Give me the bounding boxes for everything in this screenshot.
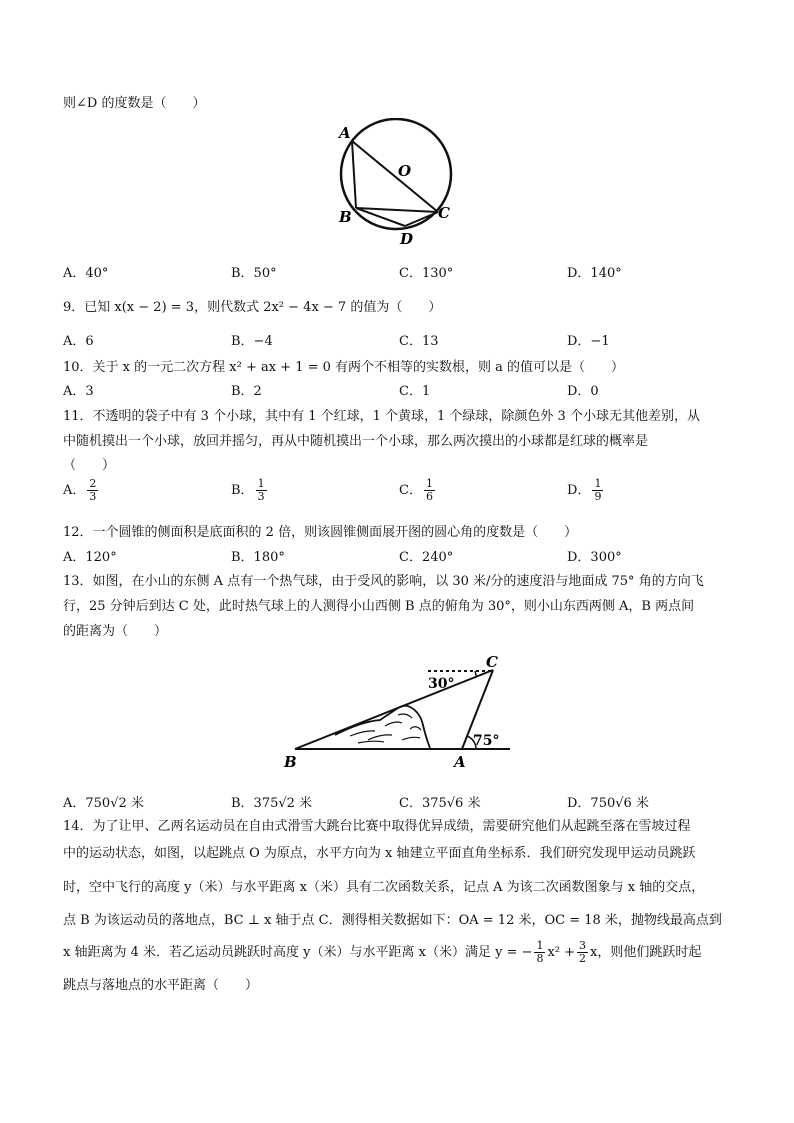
q11-option-c: C． $\frac{1}{6}$ <box>399 477 433 503</box>
q14-line-4: 点 B 为该运动员的落地点，BC ⊥ x 轴于点 C．测得相关数据如下：OA = 12 米，OC = 18 米，抛物线最高点到 <box>63 913 722 928</box>
q13-line-1: 13．如图，在小山的东侧 A 点有一个热气球，由于受风的影响，以 30 米/分的速度沿与地面成 75° 角的方向飞 <box>63 574 704 589</box>
label-d: D <box>400 230 414 248</box>
q13-option-a: A．750√2 米 <box>63 796 144 811</box>
q9-option-d: D．−1 <box>567 334 610 349</box>
q10-option-b: B．2 <box>231 384 262 399</box>
mountain-texture <box>350 714 421 743</box>
q11-line-2: 中随机摸出一个小球，放回并摇匀，再从中随机摸出一个小球，那么两次摸出的小球都是红球的概率是 <box>63 434 649 449</box>
segment-ac <box>352 141 438 212</box>
label-c: C <box>438 204 450 222</box>
q12-option-d: D．300° <box>567 550 622 565</box>
q9-stem: 9．已知 x(x − 2) = 3，则代数式 2x² − 4x − 7 的值为（ ） <box>63 300 442 315</box>
q12-option-a: A．120° <box>63 550 117 565</box>
q14-line-1: 14．为了让甲、乙两名运动员在自由式滑雪大跳台比赛中取得优异成绩，需要研究他们从起跳至落在雪坡过程 <box>63 819 691 834</box>
q13-option-b: B．375√2 米 <box>231 796 313 811</box>
segment-bc <box>356 208 438 212</box>
q11-line-1: 11．不透明的袋子中有 3 个小球，其中有 1 个红球，1 个黄球，1 个绿球，除颜色外 3 个小球无其他差别，从 <box>63 409 700 424</box>
q12-option-b: B．180° <box>231 550 285 565</box>
q8-option-b: B．50° <box>231 266 277 281</box>
q10-option-c: C．1 <box>399 384 431 399</box>
q11-option-a: A． $\frac{2}{3}$ <box>63 477 97 503</box>
label-angle-30: 30° <box>428 676 455 692</box>
q11-line-3: （ ） <box>63 458 116 473</box>
q10-option-a: A．3 <box>63 384 94 399</box>
q11-option-b: B． $\frac{1}{3}$ <box>231 477 265 503</box>
q13-line-2: 行，25 分钟后到达 C 处，此时热气球上的人测得小山西侧 B 点的俯角为 30°，则小山东西两侧 A，B 两点间 <box>63 599 695 614</box>
label-o: O <box>398 162 412 180</box>
q13-option-d: D．750√6 米 <box>567 796 649 811</box>
q10-option-d: D．0 <box>567 384 599 399</box>
q10-stem: 10．关于 x 的一元二次方程 x² + ax + 1 = 0 有两个不相等的实数根，则 a 的值可以是（ ） <box>63 360 625 375</box>
q12-option-c: C．240° <box>399 550 454 565</box>
q14-line-5: x 轴距离为 4 米．若乙运动员跳跃时高度 y（米）与水平距离 x（米）满足 y = − $\frac{1}{8}$ x² + $\frac{3}{2}$ x，则他们跳跃时起 <box>63 939 702 965</box>
q9-option-b: B．−4 <box>231 334 273 349</box>
q14-line-3: 时，空中飞行的高度 y（米）与水平距离 x（米）具有二次函数关系，记点 A 为该二次函数图象与 x 轴的交点， <box>63 880 705 895</box>
q13-option-c: C．375√6 米 <box>399 796 481 811</box>
q14-line-6: 跳点与落地点的水平距离（ ） <box>63 978 259 993</box>
q12-stem: 12．一个圆锥的侧面积是底面积的 2 倍，则该圆锥侧面展开图的圆心角的度数是（ ） <box>63 525 578 540</box>
q11-option-d: D． $\frac{1}{9}$ <box>567 477 602 503</box>
q8-option-d: D．140° <box>567 266 622 281</box>
q8-option-a: A．40° <box>63 266 109 281</box>
label-c: C <box>486 653 498 671</box>
q13-line-3: 的距离为（ ） <box>63 624 168 639</box>
q8-option-c: C．130° <box>399 266 454 281</box>
q8-stem: 则∠D 的度数是（ ） <box>63 96 206 111</box>
label-a: A <box>454 753 466 771</box>
segment-ab <box>352 141 356 208</box>
q9-option-a: A．6 <box>63 334 94 349</box>
label-a: A <box>339 124 351 142</box>
q13-balloon-figure <box>280 650 520 775</box>
segment-bc <box>295 670 493 749</box>
q14-line-2: 中的运动状态，如图，以起跳点 O 为原点，水平方向为 x 轴建立平面直角坐标系．我们研究发现甲运动员跳跃 <box>63 846 696 861</box>
label-angle-75: 75° <box>473 733 500 749</box>
label-b: B <box>339 208 352 226</box>
q8-circle-figure <box>330 118 460 250</box>
label-b: B <box>284 753 297 771</box>
q9-option-c: C．13 <box>399 334 439 349</box>
